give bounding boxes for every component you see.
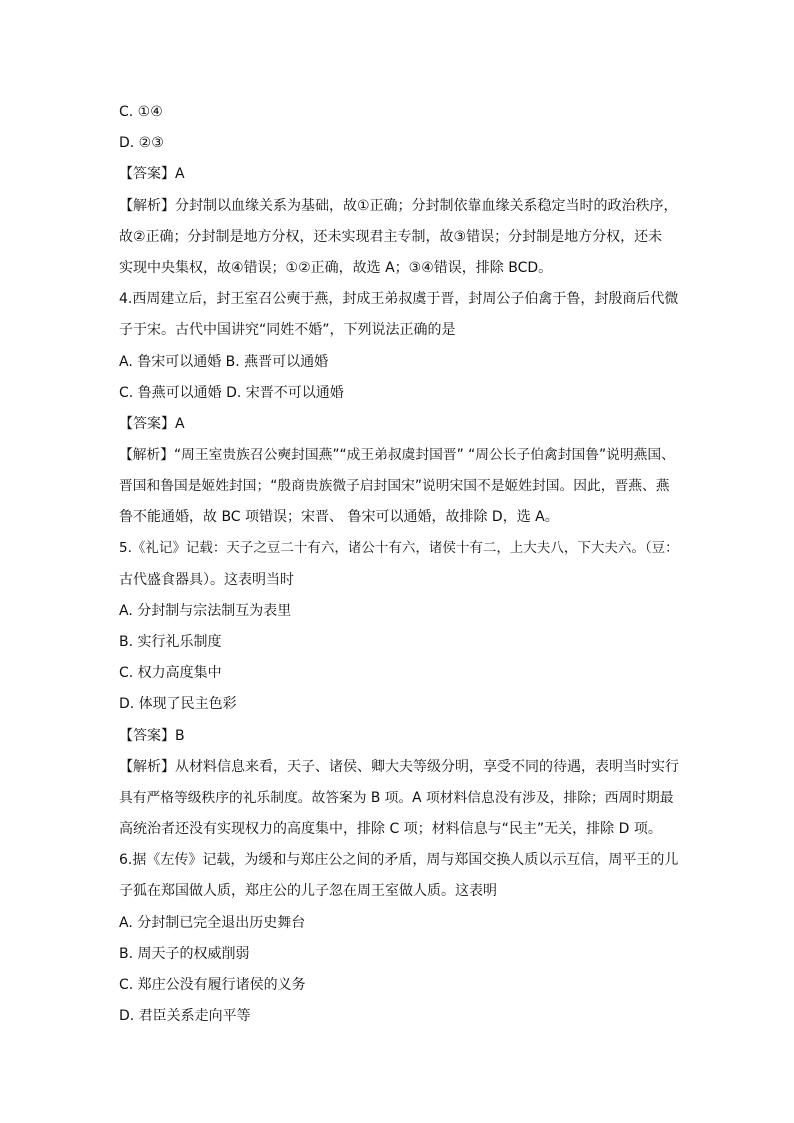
- q4-options-row-1: A. 鲁宋可以通婚 B. 燕晋可以通婚: [119, 354, 329, 370]
- q5-option-c: C. 权力高度集中: [119, 665, 222, 681]
- q4-analysis-line-3: 鲁不能通婚，故 BC 项错误；宋晋、 鲁宋可以通婚，故排除 D，选 A。: [119, 509, 559, 525]
- q5-answer: 【答案】B: [119, 728, 185, 744]
- q4-answer: 【答案】A: [119, 416, 185, 432]
- q6-stem-line-1: 6.据《左传》记载，为缓和与郑庄公之间的矛盾，周与郑国交换人质以示互信，周平王的儿: [119, 852, 679, 868]
- q5-analysis-line-3: 高统治者还没有实现权力的高度集中，排除 C 项；材料信息与“民主”无关，排除 D 项。: [119, 821, 662, 837]
- q6-stem-line-2: 子狐在郑国做人质，郑庄公的儿子忽在周王室做人质。这表明: [119, 883, 497, 899]
- prev-analysis-line-3: 实现中央集权，故④错误；①②正确，故选 A；③④错误，排除 BCD。: [119, 260, 553, 276]
- q4-analysis-line-2: 晋国和鲁国是姬姓封国；“殷商贵族微子启封国宋”说明宋国不是姬姓封国。因此，晋燕、燕: [119, 478, 670, 494]
- prev-analysis-line-1: 【解析】分封制以血缘关系为基础，故①正确；分封制依靠血缘关系稳定当时的政治秩序，: [119, 198, 678, 214]
- q5-stem-line-2: 古代盛食器具）。这表明当时: [119, 572, 294, 588]
- q6-option-a: A. 分封制已完全退出历史舞台: [119, 915, 306, 931]
- q5-stem-line-1: 5.《礼记》记载：天子之豆二十有六，诸公十有六，诸侯十有二，上大夫八，下大夫六。（豆：: [119, 540, 679, 556]
- q5-analysis-line-1: 【解析】从材料信息来看，天子、诸侯、卿大夫等级分明，享受不同的待遇，表明当时实行: [119, 759, 679, 775]
- q5-option-b: B. 实行礼乐制度: [119, 634, 222, 650]
- prev-analysis-line-2: 故②正确；分封制是地方分权，还未实现君主专制，故③错误；分封制是地方分权，还未: [119, 229, 663, 245]
- q5-analysis-line-2: 具有严格等级秩序的礼乐制度。故答案为 B 项。A 项材料信息没有涉及，排除；西周时期最: [119, 790, 674, 806]
- q6-option-c: C. 郑庄公没有履行诸侯的义务: [119, 977, 306, 993]
- q4-stem-line-1: 4.西周建立后，封王室召公奭于燕，封成王弟叔虞于晋，封周公子伯禽于鲁，封殷商后代微: [119, 291, 679, 307]
- prev-option-c: C. ①④: [119, 104, 163, 120]
- q6-option-b: B. 周天子的权威削弱: [119, 946, 250, 962]
- q5-option-a: A. 分封制与宗法制互为表里: [119, 603, 292, 619]
- q5-option-d: D. 体现了民主色彩: [119, 696, 237, 712]
- q4-stem-line-2: 子于宋。古代中国讲究“同姓不婚”，下列说法正确的是: [119, 322, 456, 338]
- q4-options-row-2: C. 鲁燕可以通婚 D. 宋晋不可以通婚: [119, 385, 344, 401]
- q6-option-d: D. 君臣关系走向平等: [119, 1008, 251, 1024]
- q4-analysis-line-1: 【解析】“周王室贵族召公奭封国燕”“成王弟叔虞封国晋” “周公长子伯禽封国鲁”说明燕国、: [119, 447, 675, 463]
- prev-answer: 【答案】A: [119, 166, 185, 182]
- prev-option-d: D. ②③: [119, 135, 164, 151]
